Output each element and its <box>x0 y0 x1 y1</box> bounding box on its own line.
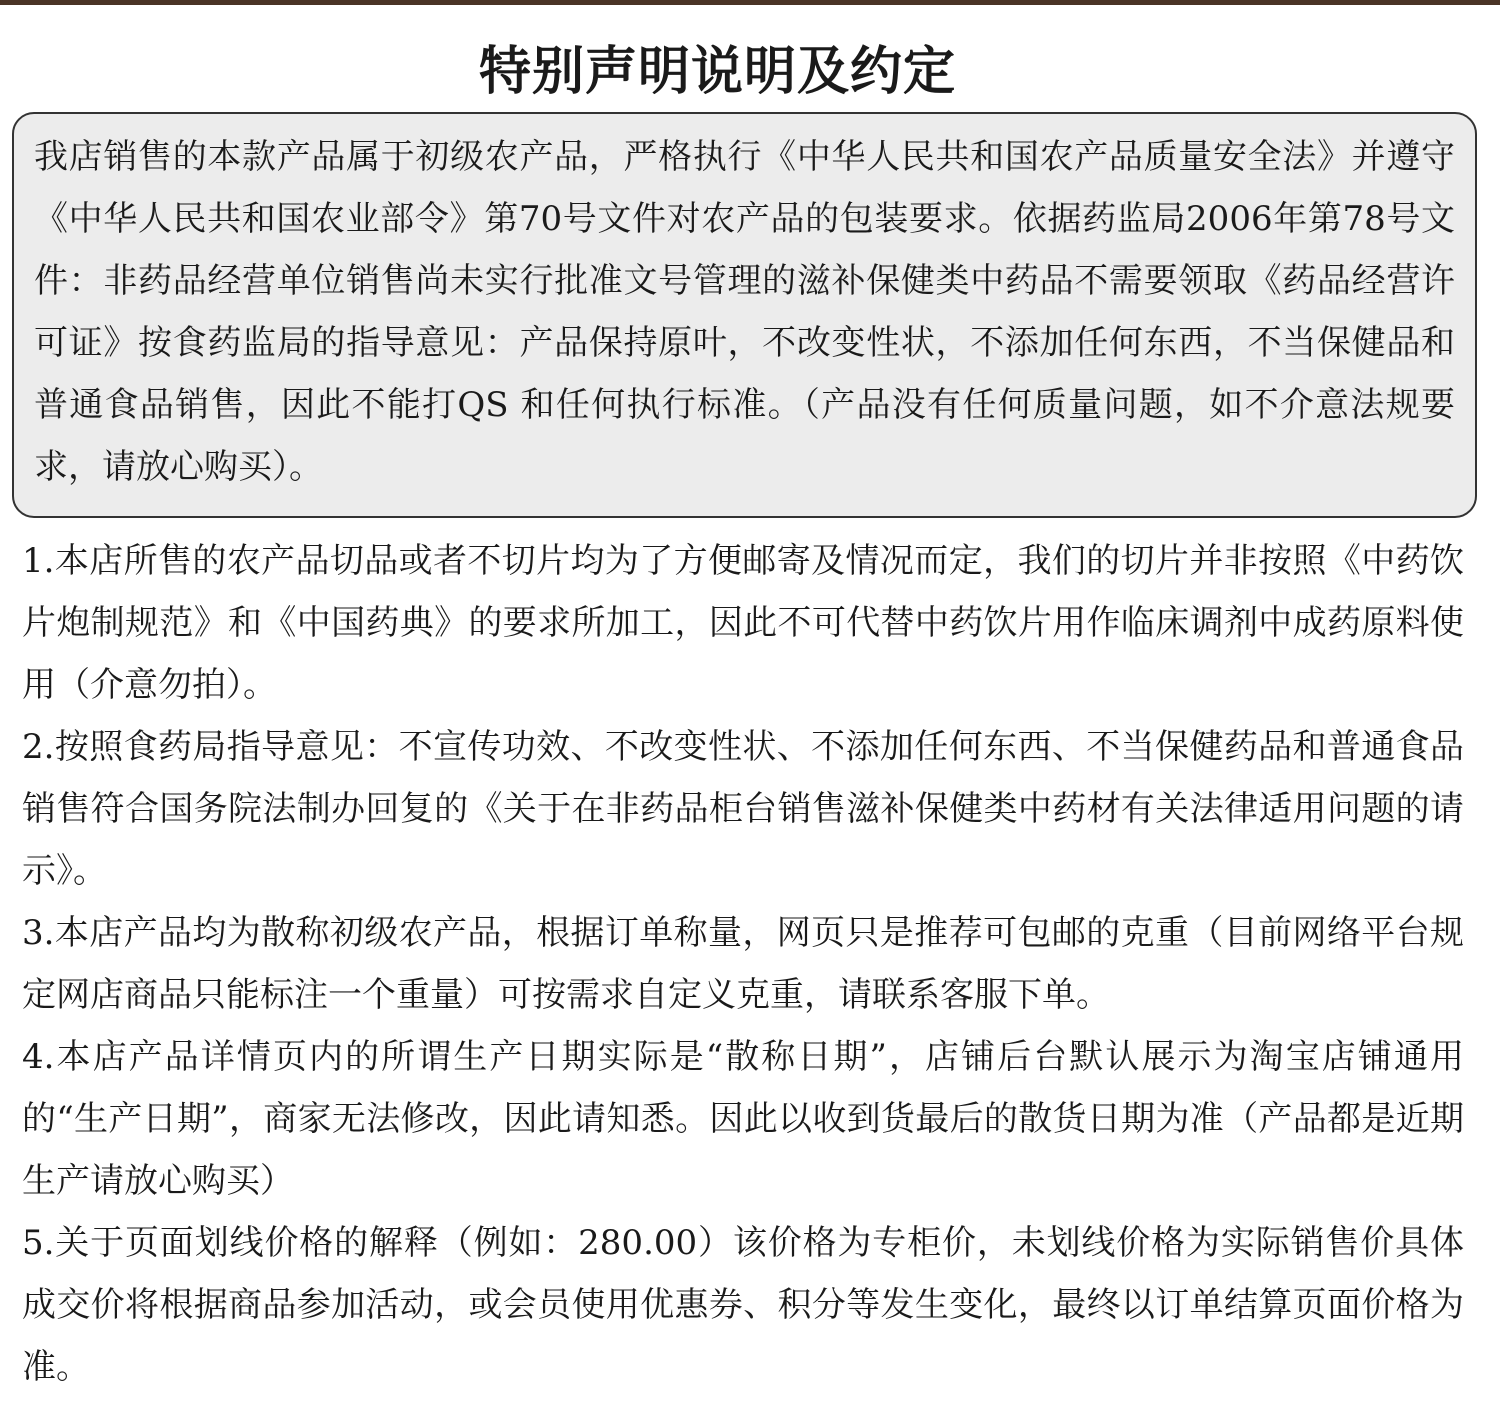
term-text: 按照食药局指导意见：不宣传功效、不改变性状、不添加任何东西、不当保健药品和普通食品销售符合国务院法制办回复的《关于在非药品柜台销售滋补保健类中药材有关法律适用问题的请示》。 <box>22 727 1464 891</box>
term-number: 3. <box>22 913 55 953</box>
notice-text: 我店销售的本款产品属于初级农产品，严格执行《中华人民共和国农产品质量安全法》并遵守《中华人民共和国农业部令》第70号文件对农产品的包装要求。依据药监局2006年第78号文件：非药品经营单位销售尚未实行批准文号管理的滋补保健类中药品不需要领取《药品经营许可证》按食药监局的指导意见：产品保持原叶，不改变性状，不添加任何东西，不当保健品和普通食品销售，因此不能打QS 和任何执行标准。（产品没有任何质量问题，如不介意法规要求，请放心购买）。 <box>34 137 1455 487</box>
terms-list <box>22 530 1464 1398</box>
notice-box <box>12 112 1477 518</box>
page-title: 特别声明说明及约定 <box>478 41 956 102</box>
term-item-4 <box>22 1026 1464 1212</box>
term-number: 5. <box>22 1223 55 1263</box>
term-number: 2. <box>22 727 55 767</box>
top-divider <box>0 0 1500 5</box>
term-text: 本店所售的农产品切品或者不切片均为了方便邮寄及情况而定，我们的切片并非按照《中药饮片炮制规范》和《中国药典》的要求所加工，因此不可代替中药饮片用作临床调剂中成药原料使用（介意勿拍）。 <box>22 541 1464 705</box>
term-item-3 <box>22 902 1464 1026</box>
term-text: 本店产品详情页内的所谓生产日期实际是“散称日期”，店铺后台默认展示为淘宝店铺通用的“生产日期”，商家无法修改，因此请知悉。因此以收到货最后的散货日期为准（产品都是近期生产请放心购买） <box>22 1037 1464 1201</box>
term-number: 4. <box>22 1037 55 1077</box>
term-text: 关于页面划线价格的解释（例如：280.00）该价格为专柜价，未划线价格为实际销售价具体成交价将根据商品参加活动，或会员使用优惠券、积分等发生变化，最终以订单结算页面价格为准。 <box>22 1223 1464 1387</box>
term-number: 1. <box>22 541 55 581</box>
term-item-2 <box>22 716 1464 902</box>
term-text: 本店产品均为散称初级农产品，根据订单称量，网页只是推荐可包邮的克重（目前网络平台规定网店商品只能标注一个重量）可按需求自定义克重，请联系客服下单。 <box>22 913 1464 1015</box>
term-item-5 <box>22 1212 1464 1398</box>
term-item-1 <box>22 530 1464 716</box>
